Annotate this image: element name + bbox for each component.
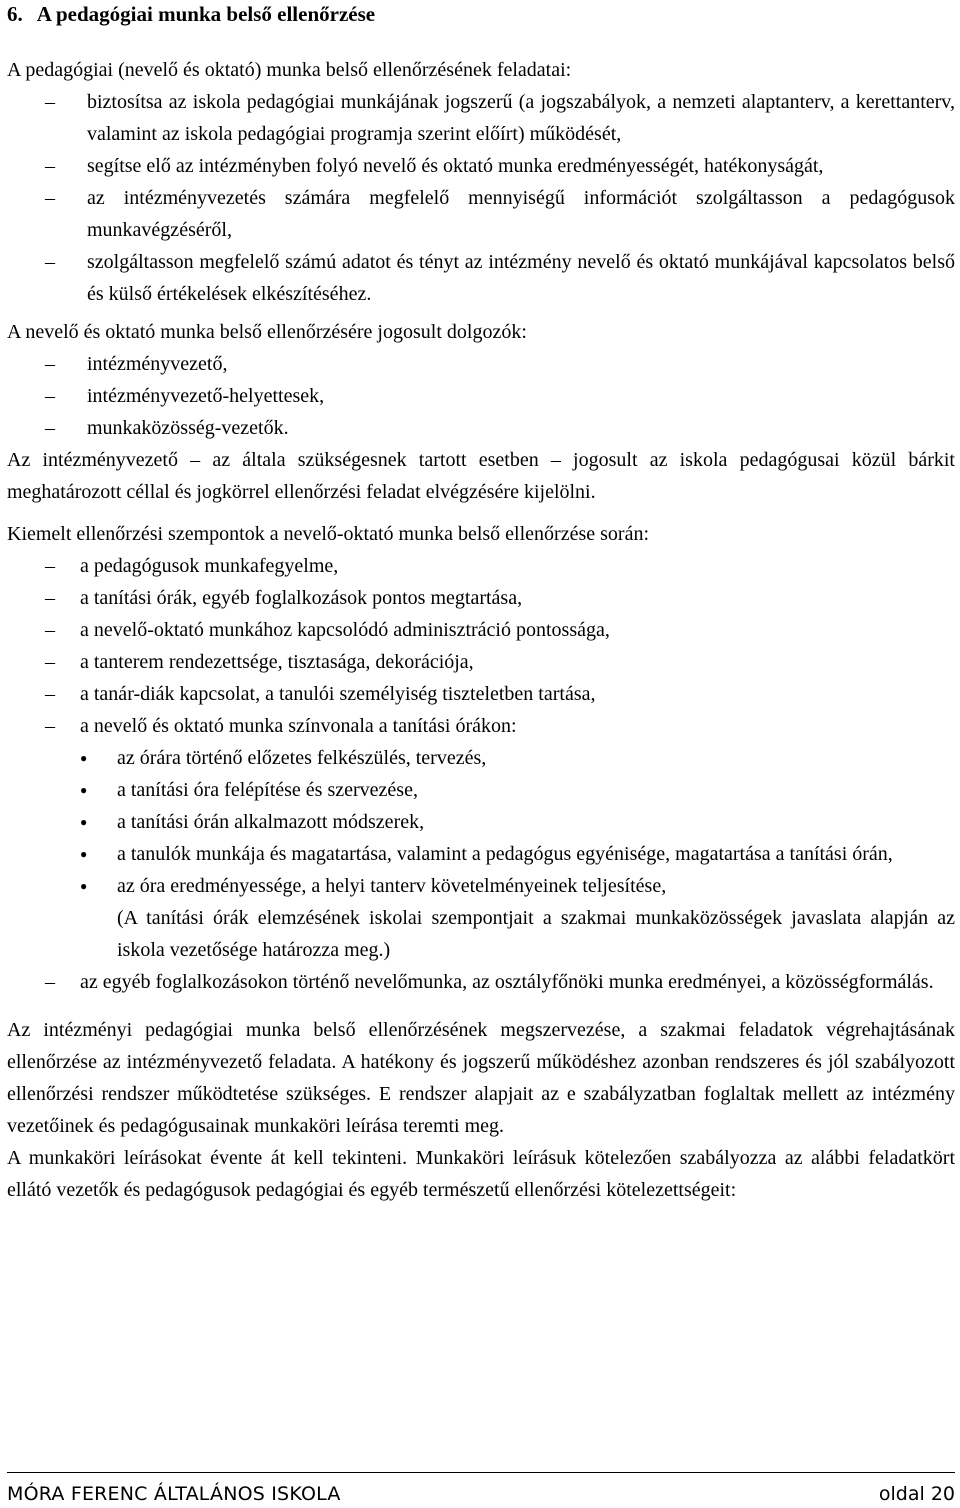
tasks-list	[7, 86, 955, 310]
delegation-paragraph: Az intézményvezető – az általa szükségesnek tartott esetben – jogosult az iskola pedagógusai közül bárkit meghatározott céllal és jogkörrel ellenőrzési feladat elvégzésére kijelölni.	[7, 449, 955, 503]
list-item: ● a tanítási óra felépítése és szervezése,	[7, 774, 955, 806]
list-item: – a nevelő-oktató munkához kapcsolódó adminisztráció pontossága,	[7, 614, 955, 646]
section-number: 6.	[7, 2, 23, 26]
list-item: ● az órára történő előzetes felkészülés, tervezés,	[7, 742, 955, 774]
list-item: – munkaközösség-vezetők.	[7, 412, 955, 444]
lesson-note: (A tanítási órák elemzésének iskolai szempontjait a szakmai munkaközösségek javaslata alapján az iskola vezetősége határozza meg.)	[117, 907, 955, 961]
list-item: – a tanár-diák kapcsolat, a tanulói személyiség tiszteletben tartása,	[7, 678, 955, 710]
section-title: A pedagógiai munka belső ellenőrzése	[36, 2, 376, 26]
authorized-list	[7, 348, 955, 444]
list-item: – a tanterem rendezettsége, tisztasága, dekorációja,	[7, 646, 955, 678]
footer-school-name: MÓRA FERENC ÁLTALÁNOS ISKOLA	[7, 1483, 341, 1505]
list-item: – segítse elő az intézményben folyó nevelő és oktató munka eredményességét, hatékonyságát,	[7, 150, 955, 182]
authorized-intro: A nevelő és oktató munka belső ellenőrzésére jogosult dolgozók:	[7, 321, 527, 343]
criteria-list-end	[7, 966, 955, 998]
job-description-paragraph: A munkaköri leírásokat évente át kell tekinteni. Munkaköri leírásuk kötelezően szabályozza az alábbi feladatkört ellátó vezetők és pedagógusok pedagógiai és egyéb természetű ellenőrzési kötelezettségeit:	[7, 1147, 955, 1201]
list-item: – az egyéb foglalkozásokon történő nevelőmunka, az osztályfőnöki munka eredményei, a közösségformálás.	[7, 966, 955, 998]
list-item: – szolgáltasson megfelelő számú adatot és tényt az intézmény nevelő és oktató munkájával kapcsolatos belső és külső értékelések elkészítéséhez.	[7, 246, 955, 310]
list-item: ● a tanulók munkája és magatartása, valamint a pedagógus egyénisége, magatartása a tanítási órán,	[7, 838, 955, 870]
list-item: – a pedagógusok munkafegyelme,	[7, 550, 955, 582]
footer-page-number: oldal 20	[878, 1483, 955, 1505]
page-footer	[7, 1472, 955, 1508]
list-item: – biztosítsa az iskola pedagógiai munkájának jogszerű (a jogszabályok, a nemzeti alaptanterv, a kerettanterv, valamint az iskola pedagógiai programja szerint előírt) működését,	[7, 86, 955, 150]
list-item: ● a tanítási órán alkalmazott módszerek,	[7, 806, 955, 838]
list-item: – intézményvezető-helyettesek,	[7, 380, 955, 412]
organization-paragraph: Az intézményi pedagógiai munka belső ellenőrzésének megszervezése, a szakmai feladatok végrehajtásának ellenőrzése az intézményvezető feladata. A hatékony és jogszerű működéshez azonban rendszeres és jól szabályozott ellenőrzési rendszer működtetése szükséges. E rendszer alapjait az e szabályzatban foglaltak mellett az intézmény vezetőinek és pedagógusainak munkaköri leírása teremti meg.	[7, 1019, 955, 1137]
list-item: – az intézményvezetés számára megfelelő mennyiségű információt szolgáltasson a pedagógusok munkavégzéséről,	[7, 182, 955, 246]
document-page	[7, 0, 955, 1206]
tasks-intro: A pedagógiai (nevelő és oktató) munka belső ellenőrzésének feladatai:	[7, 59, 572, 81]
list-item: – a tanítási órák, egyéb foglalkozások pontos megtartása,	[7, 582, 955, 614]
list-item: – a nevelő és oktató munka színvonala a tanítási órákon:	[7, 710, 955, 742]
lesson-points-list	[7, 742, 955, 902]
list-item: – intézményvezető,	[7, 348, 955, 380]
list-item: ● az óra eredményessége, a helyi tanterv követelményeinek teljesítése,	[7, 870, 955, 902]
criteria-list	[7, 550, 955, 742]
section-heading	[7, 0, 955, 28]
criteria-intro: Kiemelt ellenőrzési szempontok a nevelő-oktató munka belső ellenőrzése során:	[7, 523, 650, 545]
